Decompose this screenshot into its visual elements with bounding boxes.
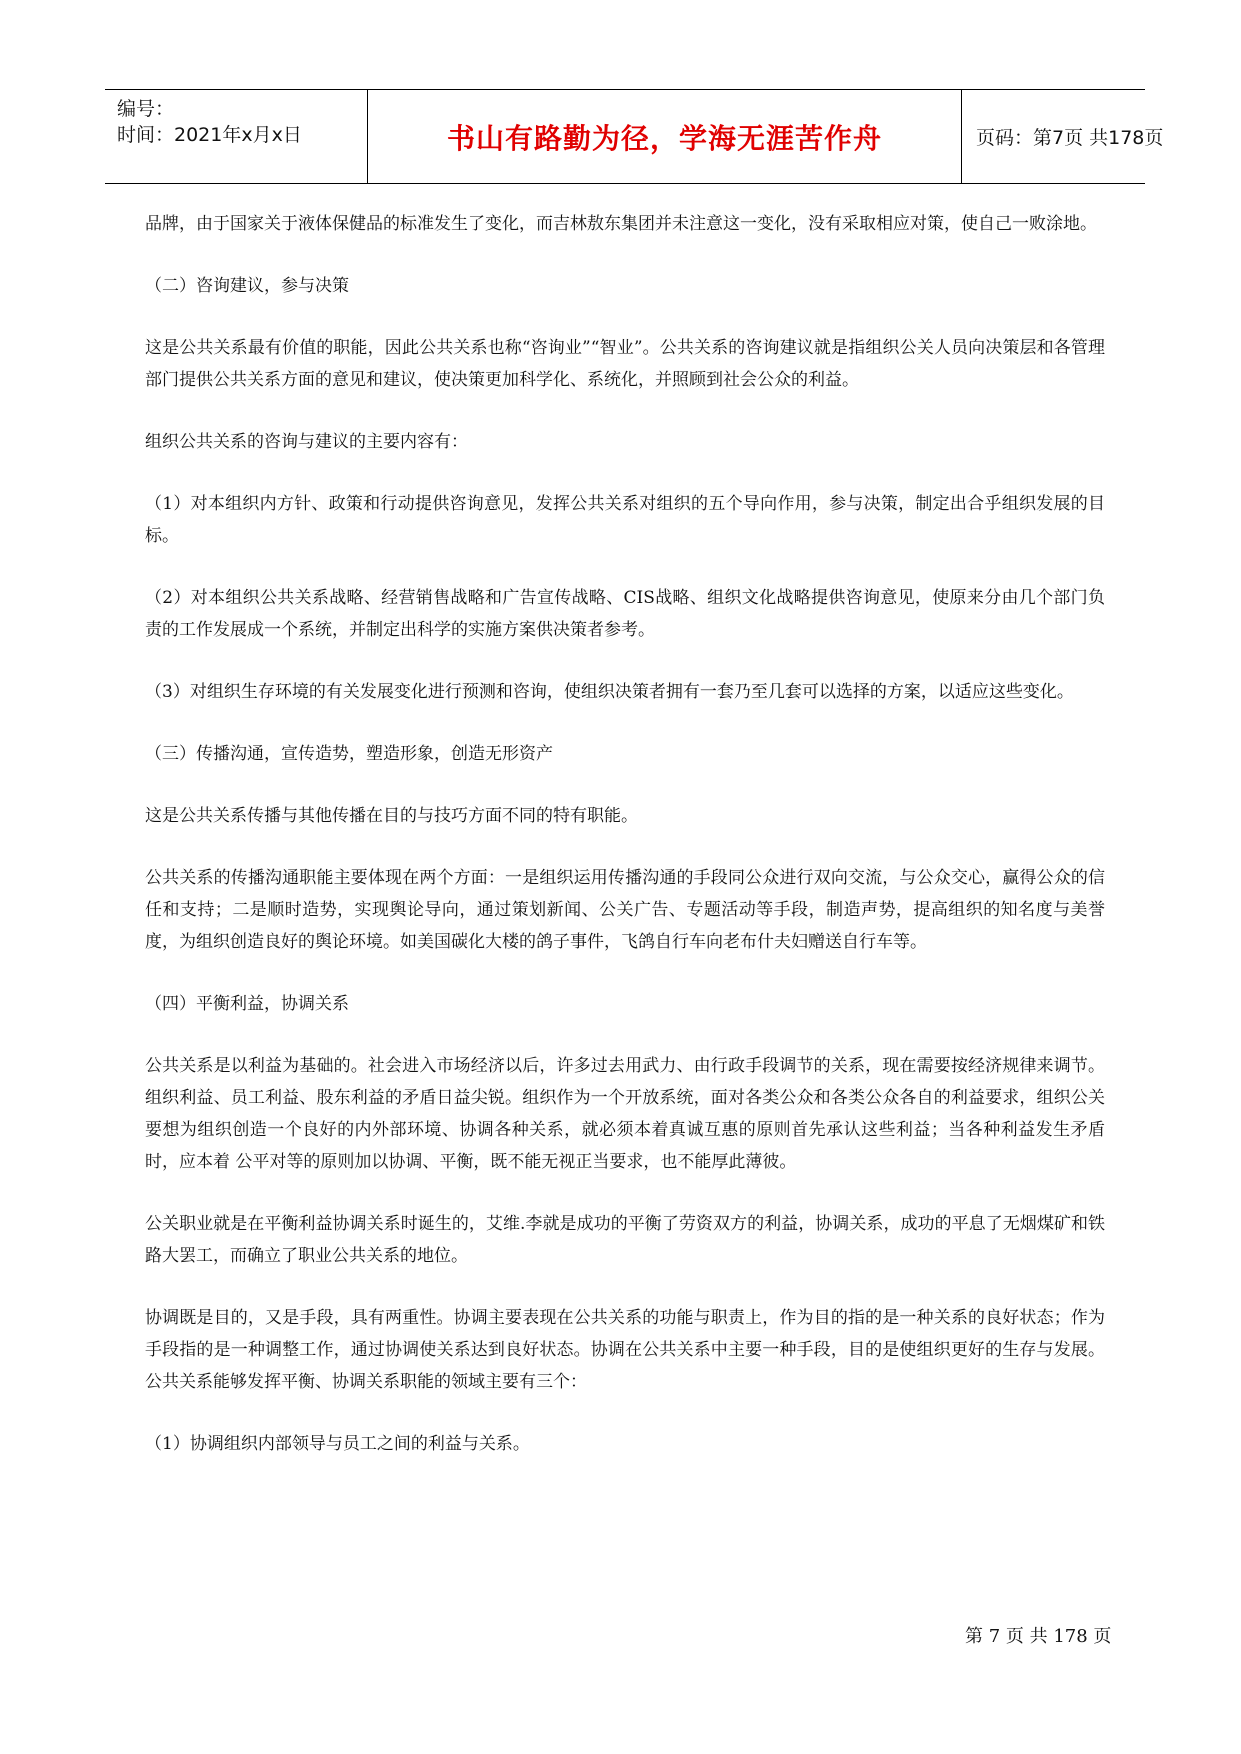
page-footer: 第 7 页 共 178 页 [965,1626,1112,1647]
header-left-cell [105,90,368,183]
header-page-cell [962,90,1164,183]
header-motto-cell [368,90,962,183]
section-heading: （二）咨询建议，参与决策 [145,276,349,296]
document-number-label: 编号： [117,98,175,120]
paragraph: 公共关系的传播沟通职能主要体现在两个方面：一是组织运用传播沟通的手段同公众进行双向交流，与公众交心，赢得公众的信任和支持；二是顺时造势，实现舆论导向，通过策划新闻、公关广告、专题活动等手段，制造声势，提高组织的知名度与美誉度，为组织创造良好的舆论环境。如美国碳化大楼的鸽子事件，飞鸽自行车向老布什夫妇赠送自行车等。 [145,868,1105,952]
paragraph: 这是公共关系最有价值的职能，因此公共关系也称“咨询业”“智业”。公共关系的咨询建议就是指组织公关人员向决策层和各管理部门提供公共关系方面的意见和建议，使决策更加科学化、系统化，并照顾到社会公众的利益。 [145,338,1105,390]
list-item: （1）对本组织内方针、政策和行动提供咨询意见，发挥公共关系对组织的五个导向作用，参与决策，制定出合乎组织发展的目标。 [145,494,1105,546]
paragraph: 公共关系是以利益为基础的。社会进入市场经济以后，许多过去用武力、由行政手段调节的关系，现在需要按经济规律来调节。组织利益、员工利益、股东利益的矛盾日益尖锐。组织作为一个开放系统，面对各类公众和各类公众各自的利益要求，组织公关要想为组织创造一个良好的内外部环境、协调各种关系，就必须本着真诚互惠的原则首先承认这些利益；当各种利益发生矛盾时，应本着 公平对等的原则加以协调、平衡，既不能无视正当要求，也不能厚此薄彼。 [145,1056,1105,1172]
section-heading: （三）传播沟通，宣传造势，塑造形象，创造无形资产 [145,744,553,764]
paragraph: 公关职业就是在平衡利益协调关系时诞生的，艾维.李就是成功的平衡了劳资双方的利益，协调关系，成功的平息了无烟煤矿和铁路大罢工，而确立了职业公共关系的地位。 [145,1214,1105,1266]
paragraph: 品牌，由于国家关于液体保健品的标准发生了变化，而吉林敖东集团并未注意这一变化，没有采取相应对策，使自己一败涂地。 [145,214,1097,234]
document-body [145,208,1105,1490]
paragraph: 组织公共关系的咨询与建议的主要内容有： [145,432,468,452]
document-time-label: 时间：2021年x月x日 [117,124,302,146]
section-heading: （四）平衡利益，协调关系 [145,994,349,1014]
header-motto: 书山有路勤为径，学海无涯苦作舟 [446,121,882,155]
header-page-info: 页码：第7页 共178页 [976,127,1164,149]
page-header [105,89,1164,184]
list-item: （3）对组织生存环境的有关发展变化进行预测和咨询，使组织决策者拥有一套乃至几套可以选择的方案，以适应这些变化。 [145,682,1074,702]
list-item: （1）协调组织内部领导与员工之间的利益与关系。 [145,1434,530,1454]
paragraph: 这是公共关系传播与其他传播在目的与技巧方面不同的特有职能。 [145,806,638,826]
paragraph: 协调既是目的，又是手段，具有两重性。协调主要表现在公共关系的功能与职责上，作为目的指的是一种关系的良好状态；作为手段指的是一种调整工作，通过协调使关系达到良好状态。协调在公共关系中主要一种手段，目的是使组织更好的生存与发展。公共关系能够发挥平衡、协调关系职能的领域主要有三个： [145,1308,1105,1392]
list-item: （2）对本组织公共关系战略、经营销售战略和广告宣传战略、CIS战略、组织文化战略提供咨询意见，使原来分由几个部门负责的工作发展成一个系统，并制定出科学的实施方案供决策者参考。 [145,588,1105,640]
